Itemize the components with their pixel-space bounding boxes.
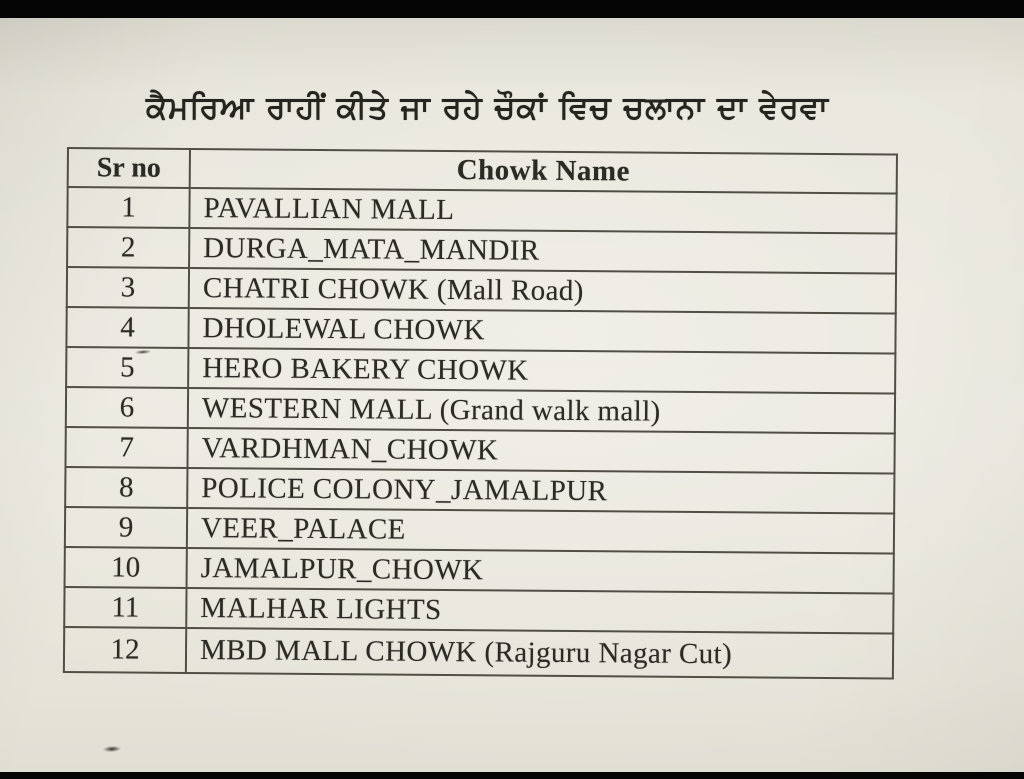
document-title: ਕੈਮਰਿਆ ਰਾਹੀਂ ਕੀਤੇ ਜਾ ਰਹੇ ਚੌਕਾਂ ਵਿਚ ਚਲਾਨਾ ਦਾ ਵੇਰਵਾ xyxy=(145,90,830,126)
column-header-sr-no: Sr no xyxy=(68,148,190,188)
table-row xyxy=(67,227,896,274)
table-row xyxy=(66,387,895,434)
table-row xyxy=(65,507,894,554)
sr-no-cell: 4 xyxy=(66,307,188,348)
chowk-name-cell: JAMALPUR_CHOWK xyxy=(187,548,894,594)
sr-no-cell: 11 xyxy=(64,587,186,628)
table-row xyxy=(67,267,896,314)
ink-speck-artifact xyxy=(103,746,121,753)
table-row xyxy=(65,427,894,474)
column-header-chowk-name: Chowk Name xyxy=(190,149,897,194)
chowk-name-cell: POLICE COLONY_JAMALPUR xyxy=(187,468,894,514)
table-row xyxy=(64,587,893,634)
document-page xyxy=(0,18,1024,772)
sr-no-cell: 12 xyxy=(64,627,186,673)
table-row xyxy=(66,307,895,354)
sr-no-cell: 10 xyxy=(65,547,187,588)
chowk-table xyxy=(63,147,898,680)
sr-no-cell: 6 xyxy=(66,387,188,428)
chowk-name-cell: MALHAR LIGHTS xyxy=(186,588,893,634)
chowk-name-cell: PAVALLIAN MALL xyxy=(189,188,896,234)
chowk-name-cell: CHATRI CHOWK (Mall Road) xyxy=(189,268,896,314)
chowk-name-cell: MBD MALL CHOWK (Rajguru Nagar Cut) xyxy=(186,628,893,679)
sr-no-cell: 9 xyxy=(65,507,187,548)
chowk-name-cell: DURGA_MATA_MANDIR xyxy=(189,228,896,274)
table-row xyxy=(65,467,894,514)
letterbox-top-bar xyxy=(0,0,1024,19)
table-row xyxy=(66,347,895,394)
chowk-name-cell: VARDHMAN_CHOWK xyxy=(187,428,894,474)
sr-no-cell: 7 xyxy=(65,427,187,468)
sr-no-cell: 1 xyxy=(67,187,189,228)
chowk-name-cell: WESTERN MALL (Grand walk mall) xyxy=(188,388,895,434)
table-row xyxy=(67,187,896,234)
chowk-name-cell: VEER_PALACE xyxy=(187,508,894,554)
sr-no-cell: 5 xyxy=(66,347,188,388)
sr-no-cell: 2 xyxy=(67,227,189,268)
chowk-name-cell: HERO BAKERY CHOWK xyxy=(188,348,895,394)
table-row xyxy=(65,547,894,594)
sr-no-cell: 3 xyxy=(67,267,189,308)
table-header-row xyxy=(68,148,897,194)
table-row xyxy=(64,627,893,679)
sr-no-cell: 8 xyxy=(65,467,187,508)
letterbox-bottom-bar xyxy=(0,772,1024,779)
chowk-name-cell: DHOLEWAL CHOWK xyxy=(188,308,895,354)
